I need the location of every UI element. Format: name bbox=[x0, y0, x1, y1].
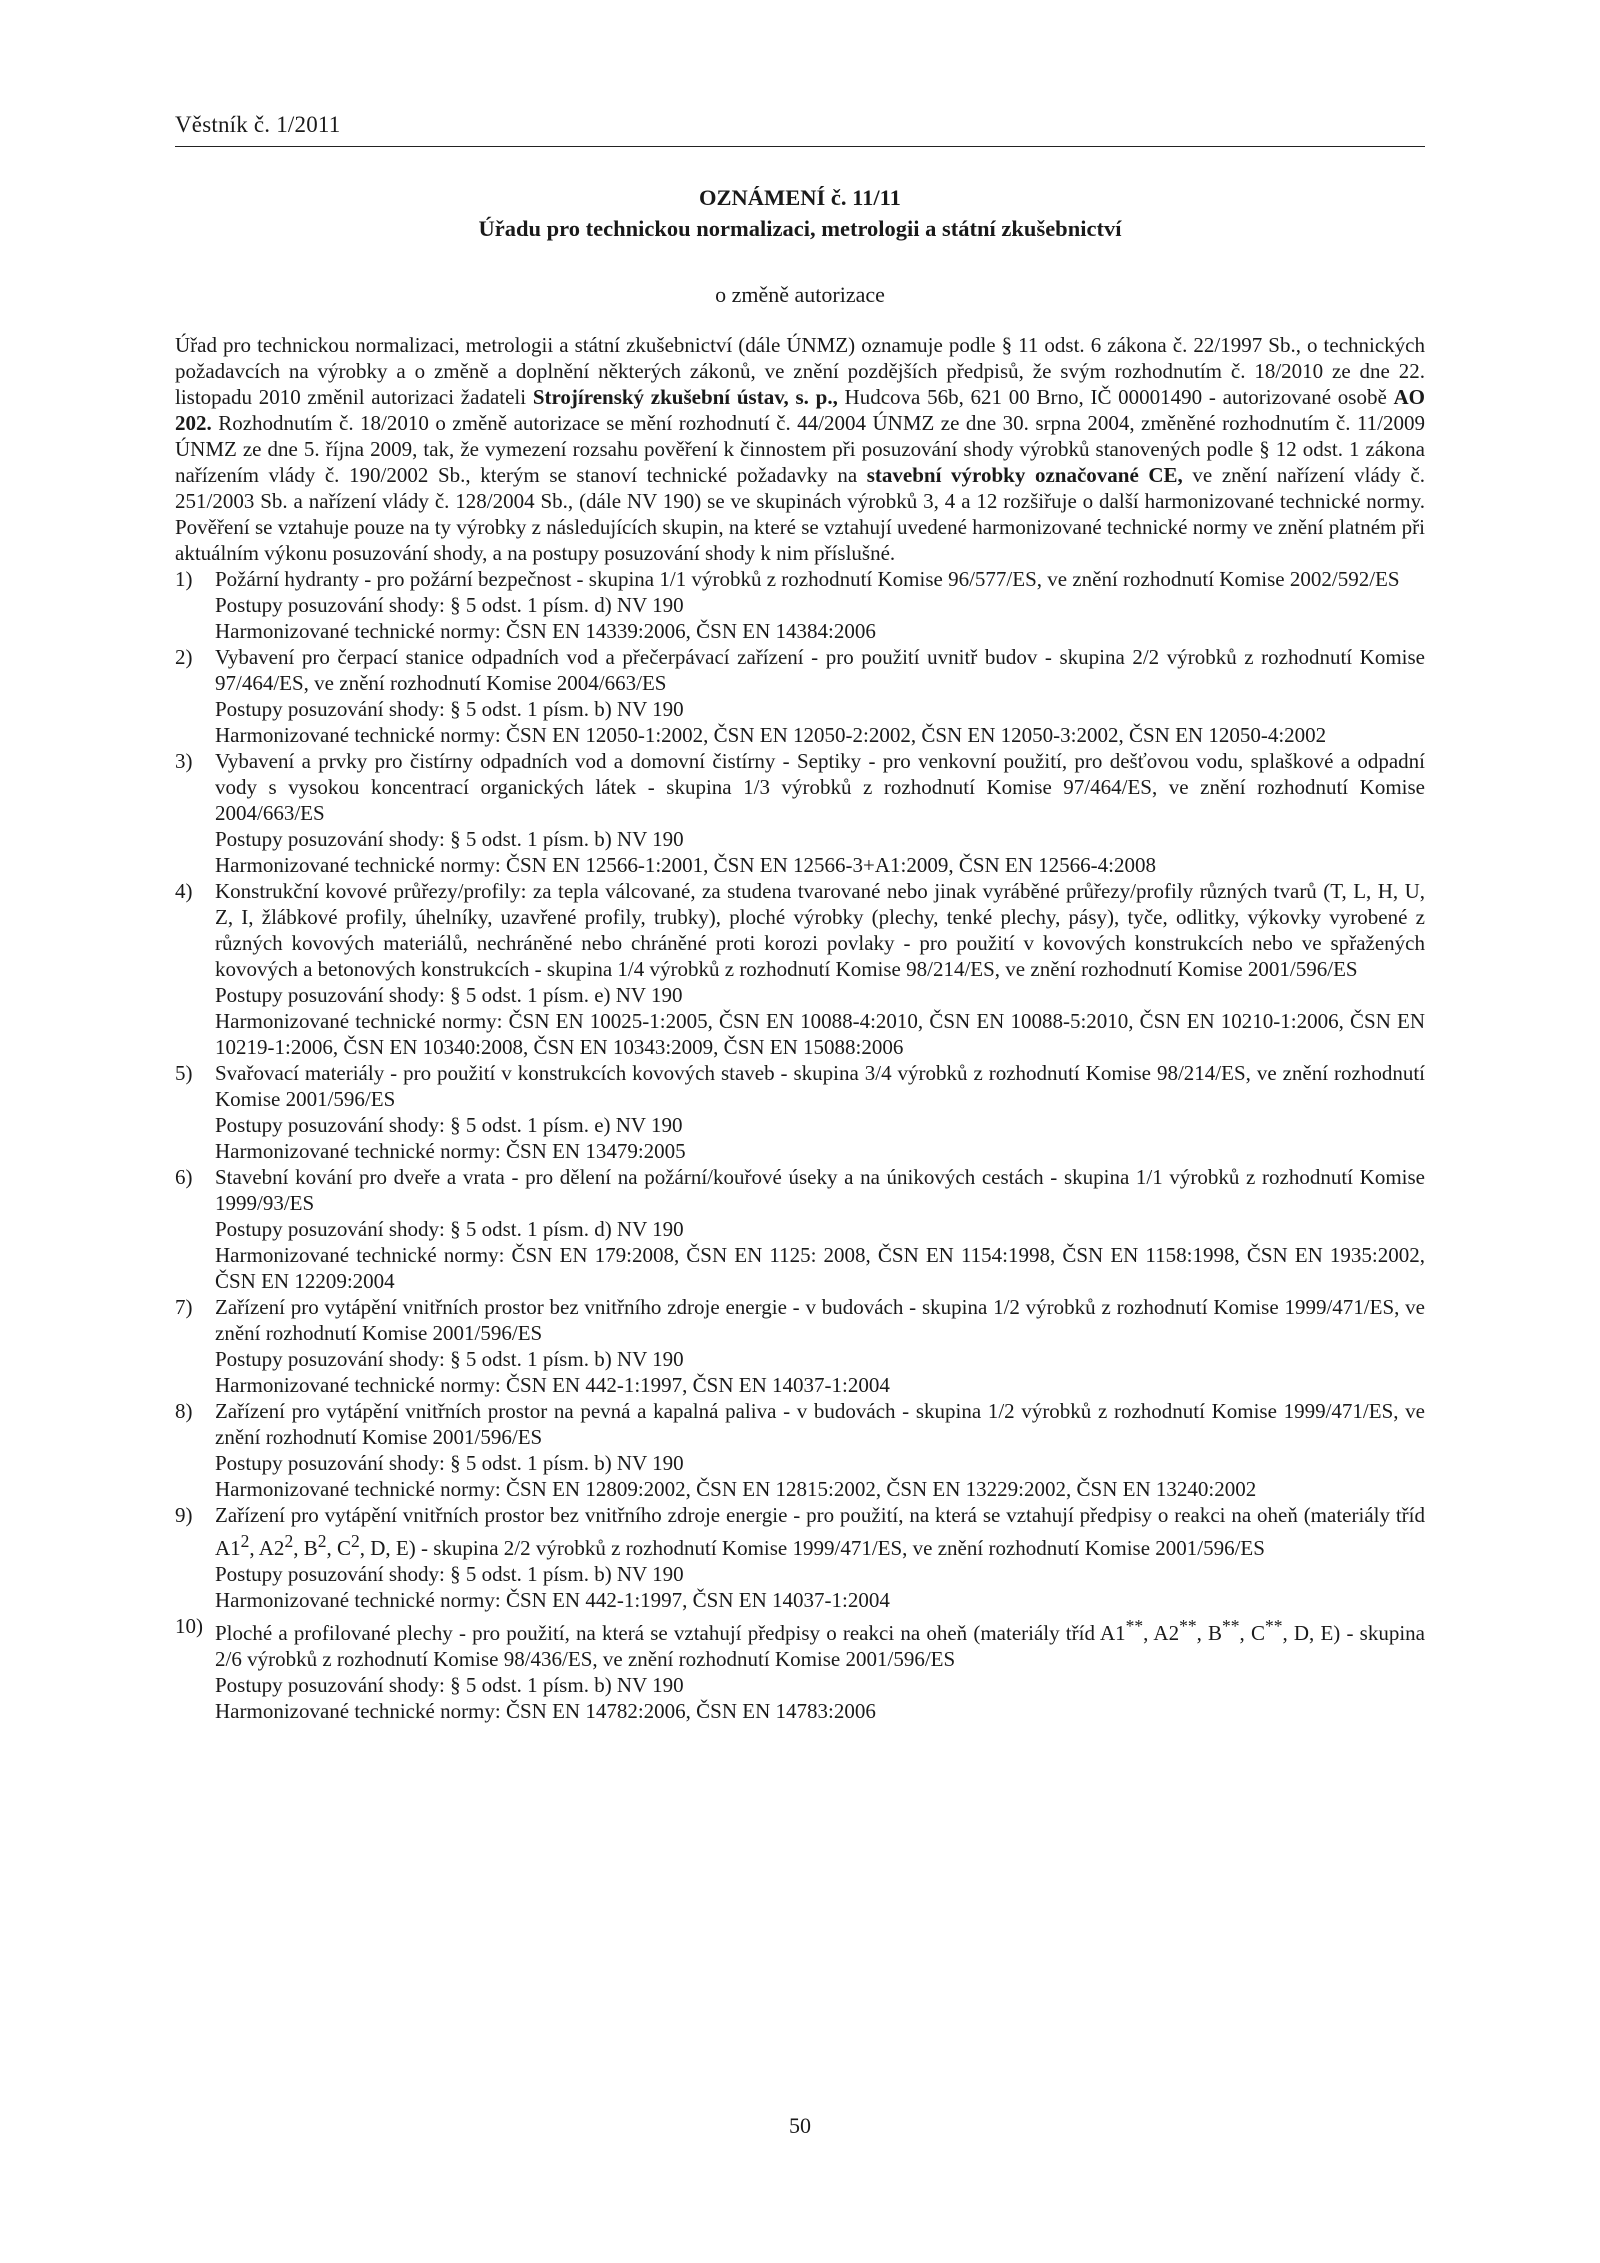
item-procedure: Postupy posuzování shody: § 5 odst. 1 písm. e) NV 190 bbox=[215, 1113, 683, 1137]
item-description: Konstrukční kovové průřezy/profily: za tepla válcované, za studena tvarované nebo jinak vyráběné průřezy/profily různých tvarů (T, L, H, U, Z, I, žlábkové profily, úhelníky, uzavřené profily, trubky), ploché výrobky (plechy, tenké plechy, pásy), tyče, odlitky, výkovky vyrobené z různých kovových materiálů, nechráněné nebo chráněné proti korozi povlaky - pro použití v kovových konstrukcích nebo ve spřažených kovových a betonových konstrukcích - skupina 1/4 výrobků z rozhodnutí Komise 98/214/ES, ve znění rozhodnutí Komise 2001/596/ES bbox=[215, 879, 1425, 981]
document-body bbox=[175, 332, 1425, 1724]
intro-paragraph bbox=[175, 332, 1425, 566]
item-description: Vybavení a prvky pro čistírny odpadních vod a domovní čistírny - Septiky - pro venkovní použití, pro dešťovou vodu, splaškové a odpadní vody s vysokou koncentrací organických látek - skupina 1/3 výrobků z rozhodnutí Komise 97/464/ES, ve znění rozhodnutí Komise 2004/663/ES bbox=[215, 749, 1425, 825]
item-standards: Harmonizované technické normy: ČSN EN 14339:2006, ČSN EN 14384:2006 bbox=[215, 619, 876, 643]
item-number: 7) bbox=[175, 1295, 193, 1319]
item-description bbox=[215, 1613, 1425, 1672]
list-item bbox=[175, 566, 1425, 644]
item-description bbox=[215, 1502, 1425, 1561]
list-item bbox=[175, 1613, 1425, 1724]
list-item bbox=[175, 644, 1425, 748]
superscript: ** bbox=[1125, 1616, 1144, 1636]
superscript: ** bbox=[1264, 1616, 1283, 1636]
list-item bbox=[175, 748, 1425, 878]
item-number: 8) bbox=[175, 1399, 193, 1423]
page-number: 50 bbox=[789, 2113, 811, 2138]
item-procedure: Postupy posuzování shody: § 5 odst. 1 písm. b) NV 190 bbox=[215, 827, 684, 851]
item-number: 6) bbox=[175, 1165, 193, 1189]
item-procedure: Postupy posuzování shody: § 5 odst. 1 písm. b) NV 190 bbox=[215, 1562, 684, 1586]
running-header: Věstník č. 1/2011 bbox=[175, 112, 341, 137]
announcement-authority: Úřadu pro technickou normalizaci, metrologii a státní zkušebnictví bbox=[478, 216, 1122, 241]
item-procedure: Postupy posuzování shody: § 5 odst. 1 písm. b) NV 190 bbox=[215, 1347, 684, 1371]
desc-part: , B bbox=[293, 1536, 318, 1560]
superscript: 2 bbox=[240, 1531, 250, 1551]
item-standards: Harmonizované technické normy: ČSN EN 12566-1:2001, ČSN EN 12566-3+A1:2009, ČSN EN 12566-4:2008 bbox=[215, 853, 1157, 877]
desc-part: , A2 bbox=[249, 1536, 285, 1560]
item-description: Stavební kování pro dveře a vrata - pro dělení na požární/kouřové úseky a na únikových cestách - skupina 1/1 výrobků z rozhodnutí Komise 1999/93/ES bbox=[215, 1165, 1425, 1215]
item-procedure: Postupy posuzování shody: § 5 odst. 1 písm. b) NV 190 bbox=[215, 1451, 684, 1475]
superscript: 2 bbox=[350, 1531, 360, 1551]
item-procedure: Postupy posuzování shody: § 5 odst. 1 písm. e) NV 190 bbox=[215, 983, 683, 1007]
list-item bbox=[175, 1502, 1425, 1613]
list-item bbox=[175, 878, 1425, 1060]
item-number: 5) bbox=[175, 1061, 193, 1085]
desc-part: , C bbox=[326, 1536, 351, 1560]
item-description: Zařízení pro vytápění vnitřních prostor bez vnitřního zdroje energie - v budovách - skupina 1/2 výrobků z rozhodnutí Komise 1999/471/ES, ve znění rozhodnutí Komise 2001/596/ES bbox=[215, 1295, 1425, 1345]
item-standards: Harmonizované technické normy: ČSN EN 442-1:1997, ČSN EN 14037-1:2004 bbox=[215, 1373, 890, 1397]
item-description: Svařovací materiály - pro použití v konstrukcích kovových staveb - skupina 3/4 výrobků z rozhodnutí Komise 98/214/ES, ve znění rozhodnutí Komise 2001/596/ES bbox=[215, 1061, 1425, 1111]
item-number: 2) bbox=[175, 645, 193, 669]
item-number: 3) bbox=[175, 749, 193, 773]
list-item bbox=[175, 1164, 1425, 1294]
desc-part: , D, E) - skupina 2/2 výrobků z rozhodnutí Komise 1999/471/ES, ve znění rozhodnutí Komise 2001/596/ES bbox=[359, 1536, 1265, 1560]
product-group-list bbox=[175, 566, 1425, 1724]
item-standards: Harmonizované technické normy: ČSN EN 14782:2006, ČSN EN 14783:2006 bbox=[215, 1699, 876, 1723]
item-description: Požární hydranty - pro požární bezpečnost - skupina 1/1 výrobků z rozhodnutí Komise 96/577/ES, ve znění rozhodnutí Komise 2002/592/ES bbox=[215, 567, 1400, 591]
authorized-body-number: AO 202. bbox=[175, 385, 1425, 435]
item-procedure: Postupy posuzování shody: § 5 odst. 1 písm. d) NV 190 bbox=[215, 1217, 684, 1241]
item-standards: Harmonizované technické normy: ČSN EN 179:2008, ČSN EN 1125: 2008, ČSN EN 1154:1998, ČSN EN 1158:1998, ČSN EN 1935:2002, ČSN EN 12209:2004 bbox=[215, 1243, 1425, 1293]
product-scope: stavební výrobky označované CE, bbox=[866, 463, 1183, 487]
item-procedure: Postupy posuzování shody: § 5 odst. 1 písm. b) NV 190 bbox=[215, 697, 684, 721]
applicant-name: Strojírenský zkušební ústav, s. p., bbox=[532, 385, 838, 409]
item-standards: Harmonizované technické normy: ČSN EN 13479:2005 bbox=[215, 1139, 686, 1163]
item-standards: Harmonizované technické normy: ČSN EN 442-1:1997, ČSN EN 14037-1:2004 bbox=[215, 1588, 890, 1612]
desc-part: , C bbox=[1239, 1621, 1265, 1645]
item-standards: Harmonizované technické normy: ČSN EN 12050-1:2002, ČSN EN 12050-2:2002, ČSN EN 12050-3:2002, ČSN EN 12050-4:2002 bbox=[215, 723, 1327, 747]
superscript: ** bbox=[1222, 1616, 1240, 1636]
item-number: 1) bbox=[175, 567, 193, 591]
item-standards: Harmonizované technické normy: ČSN EN 10025-1:2005, ČSN EN 10088-4:2010, ČSN EN 10088-5:2010, ČSN EN 10210-1:2006, ČSN EN 10219-1:2006, ČSN EN 10340:2008, ČSN EN 10343:2009, ČSN EN 15088:2006 bbox=[215, 1009, 1425, 1059]
superscript: ** bbox=[1179, 1616, 1197, 1636]
item-description: Vybavení pro čerpací stanice odpadních vod a přečerpávací zařízení - pro použití uvnitř budov - skupina 2/2 výrobků z rozhodnutí Komise 97/464/ES, ve znění rozhodnutí Komise 2004/663/ES bbox=[215, 645, 1425, 695]
item-number: 4) bbox=[175, 879, 193, 903]
item-procedure: Postupy posuzování shody: § 5 odst. 1 písm. b) NV 190 bbox=[215, 1673, 684, 1697]
item-procedure: Postupy posuzování shody: § 5 odst. 1 písm. d) NV 190 bbox=[215, 593, 684, 617]
desc-part: Ploché a profilované plechy - pro použití, na která se vztahují předpisy o reakci na oheň (materiály tříd A1 bbox=[215, 1621, 1126, 1645]
announcement-subject: o změně autorizace bbox=[715, 282, 885, 307]
superscript: 2 bbox=[284, 1531, 294, 1551]
list-item bbox=[175, 1294, 1425, 1398]
desc-part: Zařízení pro vytápění vnitřních prostor bez vnitřního zdroje energie - pro použití, na která se vztahují předpisy o reakci na oheň (materiály tříd A1 bbox=[215, 1503, 1425, 1560]
intro-text-2: Hudcova 56b, 621 00 Brno, IČ 00001490 - autorizované osobě bbox=[837, 385, 1394, 409]
superscript: 2 bbox=[317, 1531, 327, 1551]
item-standards: Harmonizované technické normy: ČSN EN 12809:2002, ČSN EN 12815:2002, ČSN EN 13229:2002, ČSN EN 13240:2002 bbox=[215, 1477, 1257, 1501]
list-item bbox=[175, 1060, 1425, 1164]
header-rule bbox=[175, 146, 1425, 147]
intro-text-3: Rozhodnutím č. 18/2010 o změně autorizace se mění rozhodnutí č. 44/2004 ÚNMZ ze dne 30. srpna 2004, změněné rozhodnutím č. 11/2009 ÚNMZ ze dne 5. října 2009, tak, že vymezení rozsahu pověření k činnostem při posuzování shody výrobků stanovených podle § 12 odst. 1 zákona nařízením vlády č. 190/2002 Sb., kterým se stanoví technické požadavky na bbox=[175, 411, 1425, 487]
item-description: Zařízení pro vytápění vnitřních prostor na pevná a kapalná paliva - v budovách - skupina 1/2 výrobků z rozhodnutí Komise 1999/471/ES, ve znění rozhodnutí Komise 2001/596/ES bbox=[215, 1399, 1425, 1449]
title-block bbox=[175, 182, 1425, 310]
announcement-title: OZNÁMENÍ č. 11/11 bbox=[699, 185, 901, 210]
item-number: 10) bbox=[175, 1614, 203, 1638]
intro-text-1: Úřad pro technickou normalizaci, metrologii a státní zkušebnictví (dále ÚNMZ) oznamuje podle § 11 odst. 6 zákona č. 22/1997 Sb., o technických požadavcích na výrobky a o změně a doplnění některých zákonů, ve znění pozdějších předpisů, že svým rozhodnutím č. 18/2010 ze dne 22. listopadu 2010 změnil autorizaci žadateli bbox=[175, 333, 1425, 409]
desc-part: , B bbox=[1196, 1621, 1223, 1645]
desc-part: , D, E) - skupina 2/6 výrobků z rozhodnutí Komise 98/436/ES, ve znění rozhodnutí Komise 2001/596/ES bbox=[215, 1621, 1425, 1671]
desc-part: , A2 bbox=[1143, 1621, 1180, 1645]
item-number: 9) bbox=[175, 1503, 193, 1527]
intro-text-4: ve znění nařízení vlády č. 251/2003 Sb. a nařízení vlády č. 128/2004 Sb., (dále NV 190) se ve skupinách výrobků 3, 4 a 12 rozšiřuje o další harmonizované technické normy. Pověření se vztahuje pouze na ty výrobky z následujících skupin, na které se vztahují uvedené harmonizované technické normy ve znění platném při aktuálním výkonu posuzování shody, a na postupy posuzování shody k nim příslušné. bbox=[175, 463, 1425, 565]
list-item bbox=[175, 1398, 1425, 1502]
